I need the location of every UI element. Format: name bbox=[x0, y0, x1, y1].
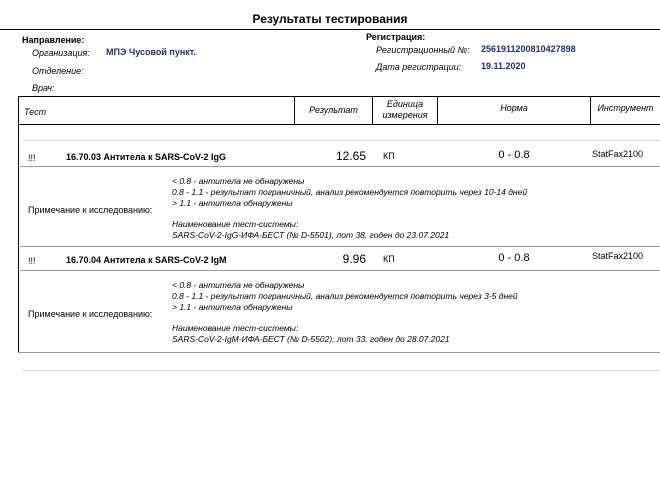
row-divider bbox=[22, 140, 660, 141]
note-line: > 1.1 - антитела обнаружены bbox=[172, 302, 293, 312]
page-title: Результаты тестирования bbox=[252, 12, 408, 26]
column-header-norm: Норма bbox=[500, 103, 528, 113]
unit-value: КП bbox=[383, 254, 395, 264]
table-left-border bbox=[18, 96, 19, 352]
norm-value: 0 - 0.8 bbox=[498, 252, 530, 264]
registration-date-value: 19.11.2020 bbox=[481, 61, 526, 71]
test-system-value: SARS-CoV-2-IgG-ИФА-БЕСТ (№ D-5501), лот 38, годен до 23.07.2021 bbox=[172, 230, 450, 240]
direction-heading: Направление: bbox=[22, 35, 85, 45]
test-system-label: Наименование тест-системы: bbox=[172, 219, 299, 229]
column-header-instrument: Инструмент bbox=[597, 103, 654, 113]
organization-label: Организация: bbox=[32, 48, 90, 58]
test-name: 16.70.03 Антитела к SARS-CoV-2 IgG bbox=[66, 152, 227, 162]
test-system-label: Наименование тест-системы: bbox=[172, 323, 299, 333]
row-divider bbox=[18, 270, 660, 271]
note-line: 0.8 - 1.1 - результат пограничный, анализ рекомендуется повторить через 10-14 дней bbox=[172, 187, 528, 197]
result-value: 12.65 bbox=[335, 149, 366, 163]
note-label: Примечание к исследованию: bbox=[28, 309, 153, 319]
column-header-unit-line1: Единица bbox=[386, 99, 424, 109]
column-header-result: Результат bbox=[309, 105, 358, 115]
table-header-bottom-border bbox=[18, 124, 660, 125]
department-label: Отделение: bbox=[32, 66, 84, 76]
instrument-value: StatFax2100 bbox=[592, 251, 644, 261]
registration-date-label: Дата регистрации: bbox=[376, 62, 462, 72]
note-line: 0.8 - 1.1 - результат пограничный, анализ рекомендуется повторить через 3-5 дней bbox=[172, 291, 518, 301]
note-label: Примечание к исследованию: bbox=[28, 205, 153, 215]
unit-value: КП bbox=[383, 151, 395, 161]
norm-value: 0 - 0.8 bbox=[498, 149, 530, 161]
note-line: < 0.8 - антитела не обнаружены bbox=[172, 176, 305, 186]
flag-marker: !!! bbox=[28, 153, 36, 163]
column-header-test: Тест bbox=[24, 107, 47, 117]
title-divider bbox=[0, 29, 660, 30]
instrument-value: StatFax2100 bbox=[592, 149, 644, 159]
test-system-value: SARS-CoV-2-IgM-ИФА-БЕСТ (№ D-5502), лот 33, годен до 28.07.2021 bbox=[172, 334, 450, 344]
table-bottom-border bbox=[18, 352, 660, 353]
footer-divider bbox=[22, 370, 660, 371]
doctor-label: Врач: bbox=[32, 83, 55, 93]
result-value: 9.96 bbox=[342, 252, 366, 266]
note-line: > 1.1 - антитела обнаружены bbox=[172, 198, 293, 208]
flag-marker: !!! bbox=[28, 256, 36, 266]
row-divider bbox=[18, 166, 660, 167]
note-line: < 0.8 - антитела не обнаружены bbox=[172, 280, 305, 290]
registration-number-value: 2561911200810427898 bbox=[481, 44, 576, 54]
column-header-unit-line2: измерения bbox=[382, 110, 428, 120]
organization-value: МПЭ Чусовой пункт. bbox=[106, 47, 196, 57]
row-divider bbox=[18, 246, 660, 247]
registration-number-label: Регистрационный №: bbox=[376, 45, 470, 55]
test-name: 16.70.04 Антитела к SARS-CoV-2 IgM bbox=[66, 255, 227, 265]
registration-heading: Регистрация: bbox=[366, 32, 426, 42]
table-top-border bbox=[18, 96, 660, 97]
